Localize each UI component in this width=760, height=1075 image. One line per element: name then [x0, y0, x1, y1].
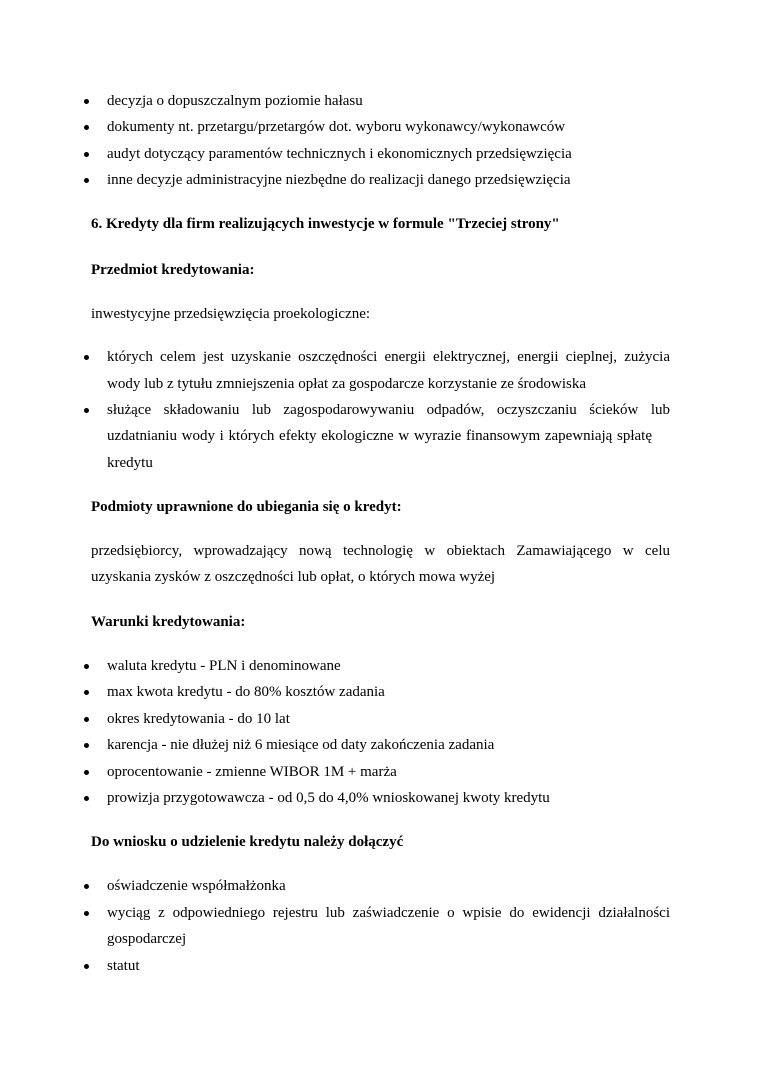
bullet-icon: [84, 178, 89, 183]
bullet-icon: [84, 690, 89, 695]
list-item-line: gospodarczej: [107, 931, 187, 947]
conditions-heading: Warunki kredytowania:: [91, 614, 246, 630]
list-item-line: służące składowaniu lub zagospodarowywaniu odpadów, oczyszczaniu ścieków lub: [107, 402, 670, 418]
eligible-heading: Podmioty uprawnione do ubiegania się o kredyt:: [91, 499, 402, 515]
list-item-line: kredytu: [107, 455, 153, 471]
list-item: oprocentowanie - zmienne WIBOR 1M + marża: [107, 764, 397, 780]
list-item-line: wody lub z tytułu zmniejszenia opłat za gospodarcze korzystanie ze środowiska: [107, 376, 587, 392]
list-item-line: uzdatnianiu wody i których efekty ekologiczne w wyrazie finansowym zapewniają spłatę: [107, 428, 652, 444]
list-item-line: których celem jest uzyskanie oszczędności energii elektrycznej, energii cieplnej, zużycia: [107, 349, 670, 365]
subject-intro: inwestycyjne przedsięwzięcia proekologiczne:: [91, 306, 371, 322]
list-item: prowizja przygotowawcza - od 0,5 do 4,0% wnioskowanej kwoty kredytu: [107, 790, 550, 806]
list-item: max kwota kredytu - do 80% kosztów zadania: [107, 684, 385, 700]
list-item-line: wyciąg z odpowiedniego rejestru lub zaświadczenie o wpisie do ewidencji działalności: [107, 905, 670, 921]
bullet-icon: [84, 964, 89, 969]
eligible-text-line: uzyskania zysków z oszczędności lub opłat, o których mowa wyżej: [91, 569, 496, 585]
bullet-icon: [84, 355, 89, 360]
subject-heading: Przedmiot kredytowania:: [91, 262, 255, 278]
bullet-icon: [84, 664, 89, 669]
list-item: inne decyzje administracyjne niezbędne do realizacji danego przedsięwzięcia: [107, 172, 571, 188]
list-item: oświadczenie współmałżonka: [107, 878, 286, 894]
list-item: okres kredytowania - do 10 lat: [107, 711, 290, 727]
list-item: statut: [107, 958, 140, 974]
list-item: karencja - nie dłużej niż 6 miesiące od daty zakończenia zadania: [107, 737, 495, 753]
bullet-icon: [84, 884, 89, 889]
list-item: decyzja o dopuszczalnym poziomie hałasu: [107, 93, 363, 109]
bullet-icon: [84, 99, 89, 104]
bullet-icon: [84, 152, 89, 157]
bullet-icon: [84, 911, 89, 916]
bullet-icon: [84, 717, 89, 722]
bullet-icon: [84, 125, 89, 130]
eligible-text-line: przedsiębiorcy, wprowadzający nową technologię w obiektach Zamawiającego w celu: [91, 543, 670, 559]
attach-heading: Do wniosku o udzielenie kredytu należy dołączyć: [91, 834, 404, 850]
list-item: audyt dotyczący paramentów technicznych i ekonomicznych przedsięwzięcia: [107, 146, 572, 162]
bullet-icon: [84, 743, 89, 748]
bullet-icon: [84, 796, 89, 801]
list-item: dokumenty nt. przetargu/przetargów dot. wyboru wykonawcy/wykonawców: [107, 119, 566, 135]
list-item: waluta kredytu - PLN i denominowane: [107, 658, 341, 674]
bullet-icon: [84, 770, 89, 775]
section-title: 6. Kredyty dla firm realizujących inwestycje w formule "Trzeciej strony": [91, 216, 560, 232]
bullet-icon: [84, 408, 89, 413]
